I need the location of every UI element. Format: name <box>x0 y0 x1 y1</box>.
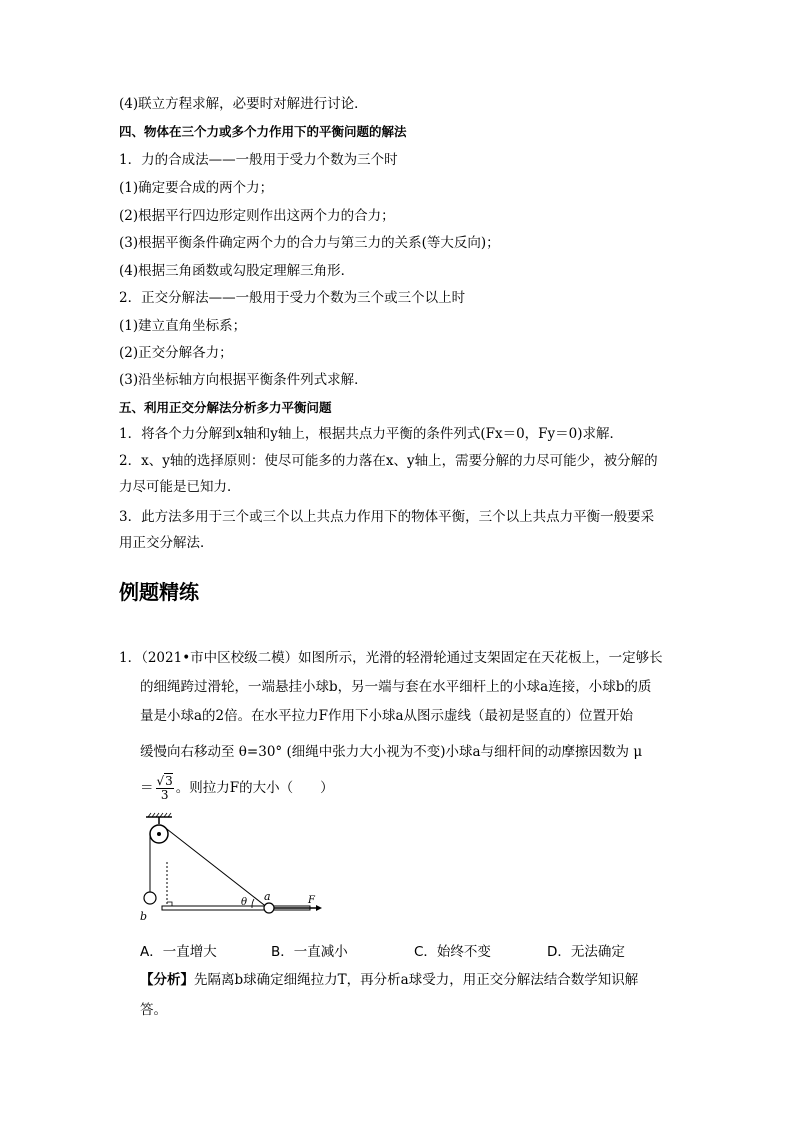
ball-b <box>144 892 156 904</box>
question-line-5 <box>140 775 334 802</box>
right-angle-mark <box>167 902 172 906</box>
question-line-2: 的细绳跨过滑轮，一端悬挂小球b，另一端与套在水平细杆上的小球a连接，小球b的质 <box>140 679 652 695</box>
rope-a <box>163 826 268 908</box>
note-line-4: (1)确定要合成的两个力； <box>119 180 274 196</box>
note-line-10: (2)正交分解各力； <box>119 345 233 361</box>
note-line-1: (4)联立方程求解，必要时对解进行讨论． <box>119 96 368 112</box>
note-line-13: 1．将各个力分解到x轴和y轴上，根据共点力平衡的条件列式(Fx＝0，Fy＝0)求解． <box>119 426 624 442</box>
note-line-3: 1．力的合成法——一般用于受力个数为三个时 <box>119 152 398 168</box>
mu-fraction: $\frac{√3}{3}$ <box>156 774 173 802</box>
option-d[interactable]: D．无法确定 <box>547 944 625 960</box>
analysis-text-1: 先隔离b球确定细绳拉力T，再分析a球受力，用正交分解法结合数学知识解 <box>194 972 639 988</box>
fraction-numerator: 3 <box>165 774 173 788</box>
analysis-tag: 【分析】 <box>140 972 194 988</box>
label-F: F <box>308 895 315 906</box>
note-line-16: 3．此方法多用于三个或三个以上共点力作用下的物体平衡，三个以上共点力平衡一般要采 <box>119 509 655 525</box>
question-prompt: 。则拉力F的大小（ ） <box>175 780 334 796</box>
note-line-5: (2)根据平行四边形定则作出这两个力的合力； <box>119 208 395 224</box>
analysis-line-1 <box>140 970 638 990</box>
section-title: 例题精练 <box>119 580 199 604</box>
note-line-6: (3)根据平衡条件确定两个力的合力与第三力的关系(等大反向)； <box>119 235 500 251</box>
label-b: b <box>140 910 148 922</box>
ball-a <box>264 903 274 913</box>
analysis-line-2: 答。 <box>140 1002 167 1018</box>
fraction-denominator: 3 <box>160 788 169 802</box>
note-line-15: 力尽可能是已知力． <box>119 479 241 495</box>
label-a: a <box>264 890 271 903</box>
option-a[interactable]: A．一直增大 <box>140 944 217 960</box>
note-line-17: 用正交分解法． <box>119 535 214 551</box>
heading-five: 五、利用正交分解法分析多力平衡问题 <box>119 400 332 415</box>
note-line-9: (1)建立直角坐标系； <box>119 318 247 334</box>
force-arrowhead <box>316 905 322 911</box>
equals-sign: ＝ <box>140 780 154 796</box>
pulley-axle <box>157 832 161 836</box>
note-line-14: 2．x、y轴的选择原则：使尽可能多的力落在x、y轴上，需要分解的力尽可能少，被分解的 <box>119 453 658 469</box>
option-b[interactable]: B．一直减小 <box>271 944 348 960</box>
option-c[interactable]: C．始终不变 <box>414 944 491 960</box>
question-line-1: 1．（2021•市中区校级二模）如图所示，光滑的轻滑轮通过支架固定在天花板上，一定够长 <box>119 650 663 666</box>
note-line-11: (3)沿坐标轴方向根据平衡条件列式求解． <box>119 372 368 388</box>
note-line-7: (4)根据三角函数或勾股定理解三角形． <box>119 263 355 279</box>
question-line-3: 量是小球a的2倍。在水平拉力F作用下小球a从图示虚线（最初是竖直的）位置开始 <box>140 708 634 724</box>
pulley-diagram <box>140 812 330 922</box>
note-line-8: 2．正交分解法——一般用于受力个数为三个或三个以上时 <box>119 290 466 306</box>
heading-four: 四、物体在三个力或多个力作用下的平衡问题的解法 <box>119 124 407 139</box>
question-line-4: 缓慢向右移动至 θ=30° (细绳中张力大小视为不变)小球a与细杆间的动摩擦因数为 μ <box>140 744 643 760</box>
label-theta: θ <box>241 897 248 908</box>
